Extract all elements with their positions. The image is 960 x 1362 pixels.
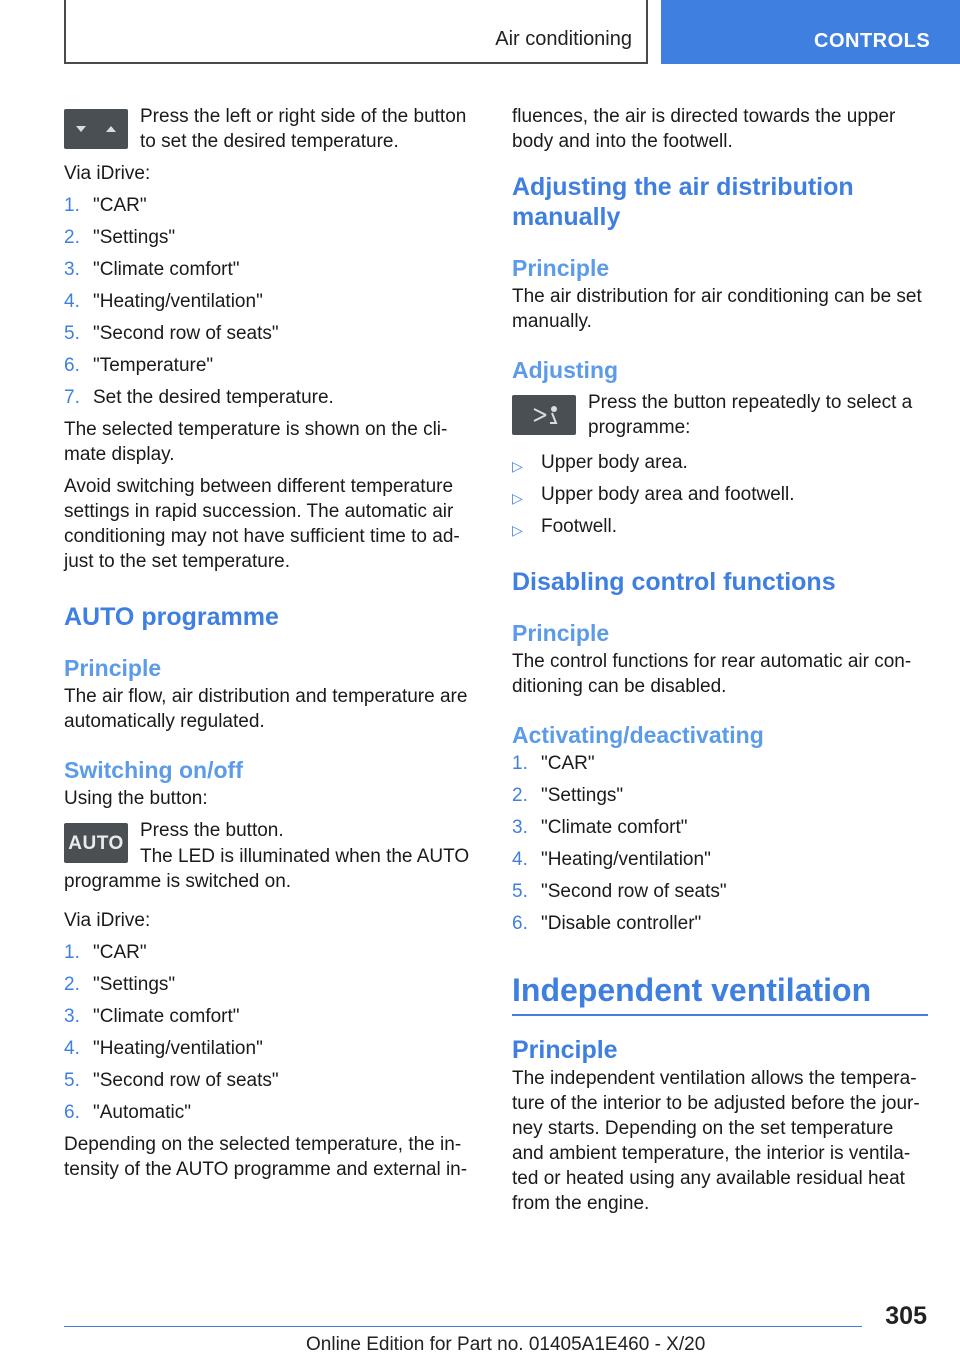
paragraph: The air distribution for air conditioning can be set manually. [512,286,922,332]
list-item: ▷ Upper body area and footwell. [512,482,928,507]
heading-independent-ventilation: Independent ventilation [512,970,928,1016]
list-item: ▷ Upper body area. [512,450,928,475]
heading-auto-programme: AUTO programme [64,603,279,631]
paragraph: Using the button: [64,788,208,809]
heading-principle: Principle [64,655,162,681]
heading-activating: Activating/deactivating [512,722,764,748]
heading-principle: Principle [512,255,610,281]
paragraph: The independent ventilation allows the tempera-ture of the interior to be adjusted before the jour-ney starts. Depending on the set temperature and ambient temperature, the interior is ventila-ted or heated using any available residual heat from the engine. [512,1068,920,1214]
paragraph: The selected temperature is shown on the cli-mate display. [64,419,448,465]
temperature-buttons-icon [64,109,128,149]
paragraph: The air flow, air distribution and temperature are automatically regulated. [64,686,468,732]
heading-principle: Principle [512,1036,618,1064]
header-section-title: Air conditioning [495,28,632,50]
triangle-bullet-icon: ▷ [512,490,523,506]
temperature-button-row [64,104,476,154]
list-item: 1. "CAR" [64,195,147,216]
header-chapter-tab [661,0,960,64]
air-distribution-icon [512,395,576,435]
list-item: 2. "Settings" [64,974,176,995]
via-idrive-label: Via iDrive: [64,163,151,184]
list-item: 5. "Second row of seats" [64,1070,279,1091]
list-item: 5. "Second row of seats" [512,881,727,902]
paragraph: The control functions for rear automatic air con-ditioning can be disabled. [512,651,912,697]
paragraph: Press the button repeatedly to select a programme: [588,392,913,438]
list-item: 7. Set the desired temperature. [64,387,334,408]
list-item: 4. "Heating/ventilation" [64,1038,263,1059]
paragraph: fluences, the air is directed towards the upper body and into the footwell. [512,106,896,152]
heading-adjusting-manually: Adjusting the air distribution manually [512,173,854,231]
heading-principle: Principle [512,620,610,646]
auto-button-row [64,818,476,868]
programme-bullets [512,450,928,539]
heading-disabling: Disabling control functions [512,568,836,596]
list-item: 6. "Automatic" [64,1102,191,1123]
paragraph: Depending on the selected temperature, the in-tensity of the AUTO programme and external in- [64,1134,468,1180]
heading-adjusting: Adjusting [512,357,619,383]
temperature-button-text: Press the left or right side of the button to set the desired temperature. [140,106,467,152]
steps-disable [512,751,928,936]
steps-temperature [64,193,476,410]
paragraph: The LED is illuminated when the AUTO programme is switched on. [64,846,470,892]
header-section-box [64,0,648,64]
header-chapter-label: CONTROLS [814,30,931,52]
paragraph: Avoid switching between different temperature settings in rapid succession. The automatic air conditioning may not have sufficient time to ad-just to the set temperature. [64,476,460,572]
via-idrive-label: Via iDrive: [64,910,151,931]
list-item: 3. "Climate comfort" [64,1006,240,1027]
steps-auto [64,940,476,1125]
list-item: 4. "Heating/ventilation" [64,291,263,312]
list-item: 1. "CAR" [64,942,147,963]
footer-divider [64,1326,862,1327]
triangle-bullet-icon: ▷ [512,458,523,474]
page-number: 305 [885,1302,927,1330]
list-item: 1. "CAR" [512,753,595,774]
paragraph: Press the button. [140,820,284,841]
list-item: 5. "Second row of seats" [64,323,279,344]
list-item: 2. "Settings" [512,785,624,806]
list-item: 6. "Disable controller" [512,913,702,934]
triangle-bullet-icon: ▷ [512,522,523,538]
list-item: 3. "Climate comfort" [512,817,688,838]
list-item: 4. "Heating/ventilation" [512,849,711,870]
list-item: 3. "Climate comfort" [64,259,240,280]
right-column [512,104,928,1223]
left-column [64,104,476,1189]
auto-button-icon: AUTO [64,823,128,863]
list-item: ▷ Footwell. [512,514,928,539]
air-distribution-button-row [512,390,928,440]
list-item: 2. "Settings" [64,227,176,248]
footer-edition: Online Edition for Part no. 01405A1E460 - X/20 [306,1334,706,1355]
list-item: 6. "Temperature" [64,355,214,376]
heading-switching: Switching on/off [64,757,243,783]
